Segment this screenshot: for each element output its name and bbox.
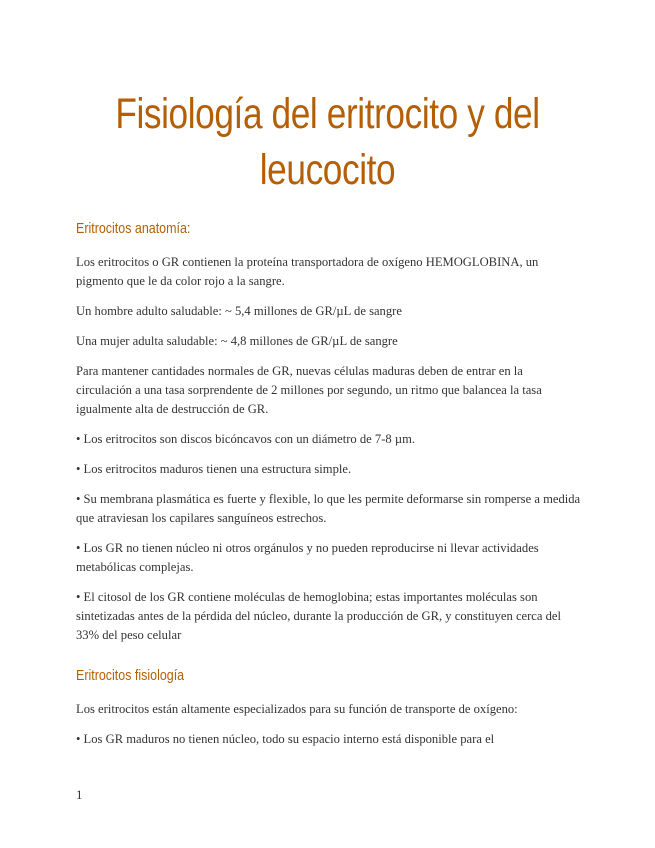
document-body — [76, 220, 581, 749]
section-heading-physiology: Eritrocitos fisiología — [76, 668, 185, 684]
page-number: 1 — [76, 787, 83, 802]
paragraph: Los eritrocitos están altamente especializados para su función de transporte de oxígeno: — [76, 702, 518, 716]
bullet-item: • Los GR no tienen núcleo ni otros orgánulos y no pueden reproducirse ni llevar actividades metabólicas complejas. — [76, 541, 539, 574]
document-title: Fisiología del eritrocito y del leucocito — [115, 90, 540, 194]
bullet-item: • Los eritrocitos son discos bicóncavos con un diámetro de 7-8 µm. — [76, 432, 416, 446]
paragraph: Una mujer adulta saludable: ~ 4,8 millones de GR/µL de sangre — [76, 334, 398, 348]
bullet-item: • Los GR maduros no tienen núcleo, todo su espacio interno está disponible para el — [76, 732, 495, 746]
section-heading-anatomy: Eritrocitos anatomía: — [76, 221, 191, 237]
paragraph: Un hombre adulto saludable: ~ 5,4 millones de GR/µL de sangre — [76, 304, 402, 318]
paragraph: Los eritrocitos o GR contienen la proteína transportadora de oxígeno HEMOGLOBINA, un pigmento que le da color rojo a la sangre. — [76, 255, 539, 288]
bullet-item: • Los eritrocitos maduros tienen una estructura simple. — [76, 462, 352, 476]
bullet-item: • Su membrana plasmática es fuerte y flexible, lo que les permite deformarse sin romperse a medida que atraviesan los capilares sanguíneos estrechos. — [76, 492, 581, 525]
bullet-item: • El citosol de los GR contiene moléculas de hemoglobina; estas importantes moléculas son sintetizadas antes de la pérdida del núcleo, durante la producción de GR, y constituyen cerca del 33% del peso celular — [76, 590, 562, 642]
paragraph: Para mantener cantidades normales de GR, nuevas células maduras deben de entrar en la circulación a una tasa sorprendente de 2 millones por segundo, un ritmo que balancea la tasa igualmente alta de destrucción de GR. — [76, 364, 542, 416]
